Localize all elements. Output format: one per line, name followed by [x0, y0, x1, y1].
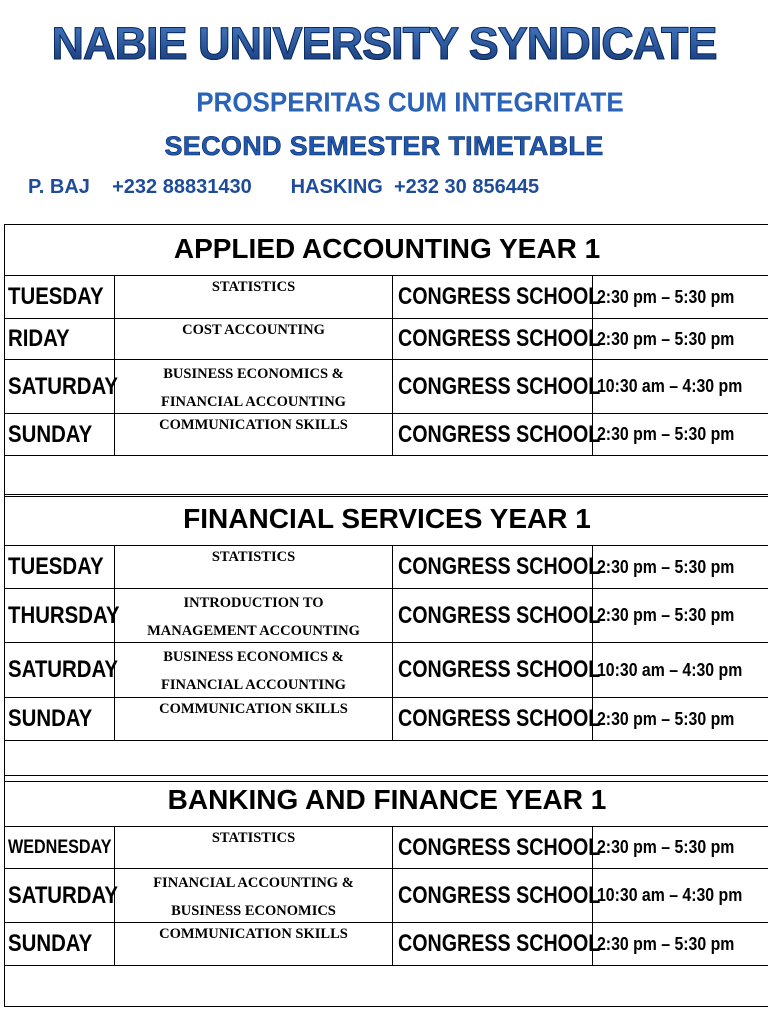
time-cell: 2:30 pm – 5:30 pm: [597, 286, 735, 307]
contact-line: P. BAJ +232 88831430 HASKING +232 30 856445: [28, 176, 540, 198]
section-title: FINANCIAL SERVICES YEAR 1: [5, 494, 768, 546]
time-cell: 2:30 pm – 5:30 pm: [597, 424, 735, 444]
day-cell: THURSDAY: [8, 601, 120, 629]
spacer-row: [5, 456, 768, 497]
subject-cell: [115, 827, 393, 868]
table-row: [5, 319, 768, 360]
day-cell: SATURDAY: [8, 881, 118, 909]
subject-line: STATISTICS: [211, 830, 296, 846]
time-cell: 10:30 am – 4:30 pm: [597, 659, 743, 680]
document-title: NABIE UNIVERSITY SYNDICATE: [0, 16, 768, 72]
document-subtitle: SECOND SEMESTER TIMETABLE: [164, 131, 604, 161]
venue-cell: CONGRESS SCHOOL: [398, 881, 601, 909]
day-cell: TUESDAY: [8, 553, 104, 580]
subject-line: COMMUNICATION SKILLS: [159, 926, 348, 942]
venue-cell: CONGRESS SCHOOL: [398, 656, 601, 683]
subject-cell: [115, 546, 393, 588]
day-cell: SATURDAY: [8, 656, 118, 683]
venue-cell: CONGRESS SCHOOL: [398, 930, 601, 957]
time-cell: 2:30 pm – 5:30 pm: [597, 933, 735, 954]
subject-line: INTRODUCTION TO: [183, 595, 324, 611]
day-cell: TUESDAY: [8, 283, 104, 310]
table-row: [5, 698, 768, 741]
venue-cell: CONGRESS SCHOOL: [398, 372, 601, 400]
day-cell: SUNDAY: [8, 705, 93, 732]
table-row: [5, 869, 768, 923]
spacer-row: [5, 966, 768, 1007]
day-cell: RIDAY: [8, 325, 70, 352]
subject-cell: [115, 276, 393, 318]
venue-cell: CONGRESS SCHOOL: [398, 325, 601, 352]
subject-line: BUSINESS ECONOMICS &: [163, 649, 344, 665]
time-cell: 2:30 pm – 5:30 pm: [597, 708, 735, 729]
day-cell: SUNDAY: [8, 420, 93, 448]
subject-cell: [115, 698, 393, 740]
motto: PROSPERITAS CUM INTEGRITATE: [196, 86, 624, 118]
venue-cell: CONGRESS SCHOOL: [398, 705, 601, 732]
table-row: [5, 643, 768, 698]
venue-cell: CONGRESS SCHOOL: [398, 553, 601, 580]
time-cell: 2:30 pm – 5:30 pm: [597, 605, 735, 625]
venue-cell: CONGRESS SCHOOL: [398, 420, 601, 448]
table-row: [5, 546, 768, 589]
subject-cell: [115, 589, 393, 642]
time-cell: 2:30 pm – 5:30 pm: [597, 556, 735, 577]
subject-line: FINANCIAL ACCOUNTING: [161, 677, 346, 693]
day-cell: SUNDAY: [8, 930, 93, 957]
table-row: [5, 360, 768, 414]
time-cell: 2:30 pm – 5:30 pm: [597, 328, 735, 349]
day-cell: SATURDAY: [8, 372, 118, 400]
time-cell: 2:30 pm – 5:30 pm: [597, 837, 735, 857]
subject-line: BUSINESS ECONOMICS: [171, 903, 336, 919]
section-applied-accounting: [4, 224, 768, 497]
time-cell: 10:30 am – 4:30 pm: [597, 885, 743, 905]
subject-line: FINANCIAL ACCOUNTING &: [153, 875, 354, 891]
day-cell: WEDNESDAY: [8, 836, 112, 858]
subject-line: MANAGEMENT ACCOUNTING: [147, 623, 360, 639]
subject-line: STATISTICS: [211, 549, 296, 565]
subject-cell: [115, 923, 393, 965]
subject-line: COMMUNICATION SKILLS: [159, 417, 348, 433]
time-cell: 10:30 am – 4:30 pm: [597, 376, 743, 396]
subject-line: STATISTICS: [211, 279, 296, 295]
subject-line: COST ACCOUNTING: [182, 322, 325, 338]
venue-cell: CONGRESS SCHOOL: [398, 833, 601, 861]
table-row: [5, 276, 768, 319]
subject-cell: [115, 414, 393, 455]
section-banking-finance: [4, 775, 768, 1007]
section-financial-services: [4, 494, 768, 782]
subject-line: BUSINESS ECONOMICS &: [163, 366, 344, 382]
section-title: APPLIED ACCOUNTING YEAR 1: [5, 224, 768, 276]
venue-cell: CONGRESS SCHOOL: [398, 283, 601, 310]
table-row: [5, 827, 768, 869]
subject-cell: [115, 319, 393, 359]
section-title: BANKING AND FINANCE YEAR 1: [5, 775, 768, 827]
table-row: [5, 923, 768, 966]
table-row: [5, 589, 768, 643]
subject-line: COMMUNICATION SKILLS: [159, 701, 348, 717]
subject-line: FINANCIAL ACCOUNTING: [161, 394, 346, 410]
venue-cell: CONGRESS SCHOOL: [398, 601, 601, 629]
subject-cell: [115, 869, 393, 922]
subject-cell: [115, 360, 393, 413]
table-row: [5, 414, 768, 456]
subject-cell: [115, 643, 393, 697]
